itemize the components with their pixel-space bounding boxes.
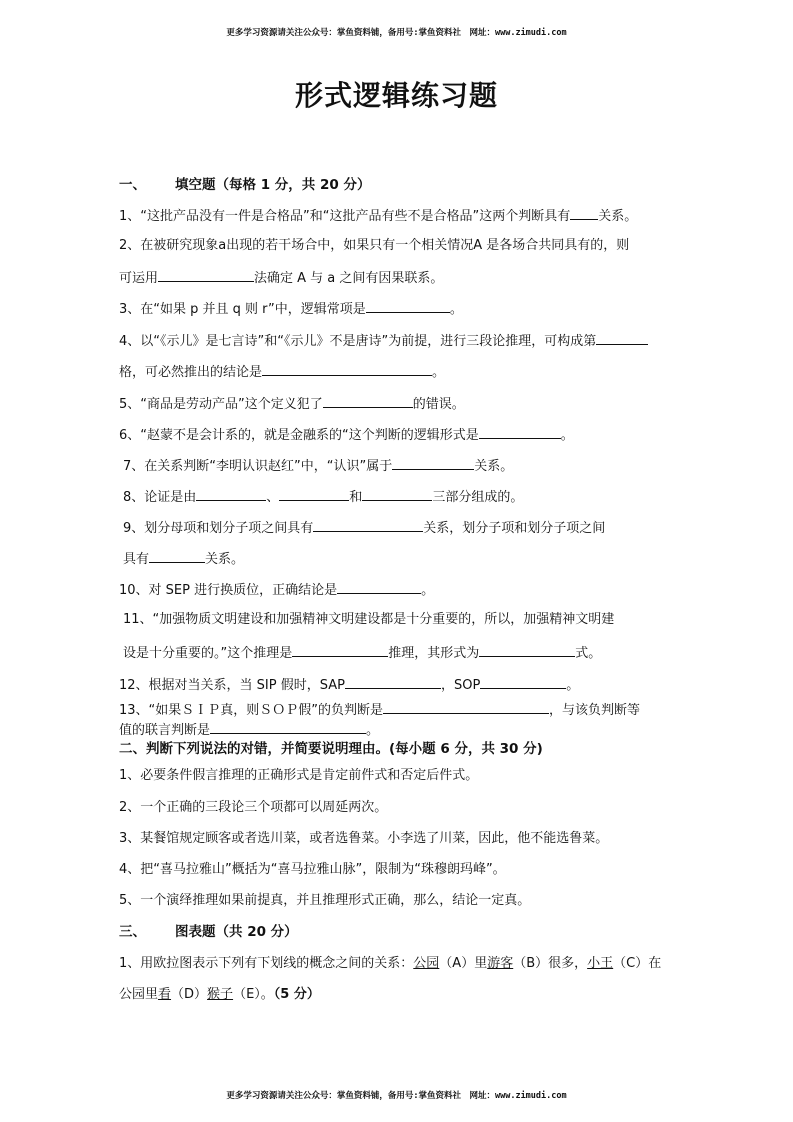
question-text: 1、“这批产品没有一件是合格品”和“这批产品有些不是合格品”这两个判断具有 xyxy=(119,209,571,224)
answer-blank xyxy=(362,488,432,501)
section-1-title: 填空题（每格 1 分，共 20 分） xyxy=(175,177,371,193)
question-9-line-2 xyxy=(123,550,244,568)
answer-blank xyxy=(196,488,266,501)
question-text: 4、以“《示儿》是七言诗”和“《示儿》不是唐诗”为前提，进行三段论推理，可构成第 xyxy=(119,334,597,349)
answer-blank xyxy=(479,644,575,657)
question-text: 4、把“喜马拉雅山”概括为“喜马拉雅山脉”，限制为“珠穆朗玛峰”。 xyxy=(119,862,506,877)
question-13-line-2 xyxy=(119,721,379,739)
question-text: （B）很多， xyxy=(513,956,588,971)
question-text: 关系。 xyxy=(205,552,245,567)
question-text: 关系。 xyxy=(474,459,514,474)
question-text: 13、“如果ＳＩＰ真，则ＳＯＰ假”的负判断是 xyxy=(119,703,384,718)
question-text: 。 xyxy=(432,365,446,380)
answer-blank xyxy=(366,300,450,313)
underlined-concept: 游客 xyxy=(487,956,514,971)
answer-blank xyxy=(383,701,549,714)
question-text: 值的联言判断是 xyxy=(119,723,211,738)
answer-blank xyxy=(392,457,474,470)
question-1 xyxy=(119,207,637,225)
question-11-line-2 xyxy=(123,644,601,662)
question-text: 6、“赵蒙不是会计系的，就是金融系的“这个判断的逻辑形式是 xyxy=(119,428,479,443)
question-text: 2、在被研究现象a出现的若干场合中，如果只有一个相关情况A 是各场合共同具有的，则 xyxy=(119,238,630,253)
chart-question-1-line-2 xyxy=(119,987,320,1003)
question-2-line-1 xyxy=(119,238,629,254)
question-4-line-1 xyxy=(119,332,648,350)
question-text: 10、对 SEP 进行换质位，正确结论是 xyxy=(119,583,338,598)
question-text: 具有 xyxy=(123,552,150,567)
answer-blank xyxy=(210,721,366,734)
section-2-title: 二、判断下列说法的对错，并简要说明理由。(每小题 6 分，共 30 分) xyxy=(119,741,543,757)
question-text: 1、必要条件假言推理的正确形式是肯定前件式和否定后件式。 xyxy=(119,768,479,783)
question-9-line-1 xyxy=(123,519,605,537)
question-8 xyxy=(123,488,523,506)
question-text: 2、一个正确的三段论三个项都可以周延两次。 xyxy=(119,800,388,815)
question-text: 5、“商品是劳动产品”这个定义犯了 xyxy=(119,397,323,412)
question-text: 。 xyxy=(560,428,574,443)
underlined-concept: 小王 xyxy=(587,956,614,971)
question-12 xyxy=(119,676,579,694)
judgement-1 xyxy=(119,768,478,784)
question-text: 格，可必然推出的结论是 xyxy=(119,365,263,380)
section-1-heading xyxy=(119,177,370,193)
question-text: 关系。 xyxy=(598,209,638,224)
question-text: ，与该负判断等 xyxy=(549,703,641,718)
question-7 xyxy=(123,457,513,475)
question-text: 式。 xyxy=(575,646,602,661)
page-footer: 更多学习资源请关注公众号：掌鱼资料铺，备用号:掌鱼资料社 网址：www.zimudi.com xyxy=(226,1091,567,1101)
answer-blank xyxy=(596,332,648,345)
question-text: 3、某餐馆规定顾客或者选川菜，或者选鲁菜。小李选了川菜，因此，他不能选鲁菜。 xyxy=(119,831,609,846)
question-text: （C）在 xyxy=(613,956,662,971)
question-text: 。 xyxy=(566,678,580,693)
answer-blank xyxy=(292,644,388,657)
section-3-title: 图表题（共 20 分） xyxy=(175,924,298,940)
question-text: （A）里 xyxy=(439,956,488,971)
question-10 xyxy=(119,581,434,599)
question-11-line-1 xyxy=(123,612,614,628)
answer-blank xyxy=(323,395,413,408)
question-text: 1、用欧拉图表示下列有下划线的概念之间的关系： xyxy=(119,956,414,971)
chart-question-1-line-1 xyxy=(119,956,661,972)
section-3-number: 三、 xyxy=(119,924,146,940)
answer-blank xyxy=(262,363,432,376)
question-text: 三部分组成的。 xyxy=(432,490,524,505)
section-1-number: 一、 xyxy=(119,177,146,193)
question-text: 11、“加强物质文明建设和加强精神文明建设都是十分重要的，所以，加强精神文明建 xyxy=(123,612,615,627)
answer-blank xyxy=(479,426,561,439)
question-text: 。 xyxy=(421,583,435,598)
answer-blank xyxy=(158,269,254,282)
question-text: 。 xyxy=(449,302,463,317)
question-2-line-2 xyxy=(119,269,443,287)
answer-blank xyxy=(570,207,598,220)
question-text: 和 xyxy=(349,490,363,505)
question-text: 。 xyxy=(366,723,380,738)
question-text: （E）。 xyxy=(233,987,274,1002)
question-text: 12、根据对当关系，当 SIP 假时，SAP xyxy=(119,678,345,693)
question-text: 3、在“如果 p 并且 q 则 r”中，逻辑常项是 xyxy=(119,302,366,317)
judgement-4 xyxy=(119,862,506,878)
question-text: 9、划分母项和划分子项之间具有 xyxy=(123,521,314,536)
question-text: ，SOP xyxy=(440,678,481,693)
section-2-heading xyxy=(119,741,543,757)
answer-blank xyxy=(279,488,349,501)
page-title: 形式逻辑练习题 xyxy=(294,79,498,112)
question-text: 的错误。 xyxy=(412,397,465,412)
judgement-3 xyxy=(119,831,608,847)
question-13-line-1 xyxy=(119,701,640,719)
underlined-concept: 看 xyxy=(158,987,172,1002)
underlined-concept: 公园 xyxy=(413,956,440,971)
answer-blank xyxy=(337,581,421,594)
question-text: 设是十分重要的。”这个推理是 xyxy=(123,646,293,661)
question-text: 7、在关系判断“李明认识赵红”中，“认识”属于 xyxy=(123,459,393,474)
answer-blank xyxy=(480,676,566,689)
answer-blank xyxy=(345,676,441,689)
question-text: 8、论证是由 xyxy=(123,490,197,505)
answer-blank xyxy=(313,519,423,532)
question-4-line-2 xyxy=(119,363,445,381)
underlined-concept: 猴子 xyxy=(207,987,234,1002)
question-text: 、 xyxy=(266,490,280,505)
question-text: （D） xyxy=(171,987,208,1002)
question-text: 关系，划分子项和划分子项之间 xyxy=(423,521,606,536)
question-text: 5、一个演绎推理如果前提真，并且推理形式正确，那么，结论一定真。 xyxy=(119,893,531,908)
answer-blank xyxy=(149,550,205,563)
question-6 xyxy=(119,426,574,444)
question-text: 可运用 xyxy=(119,271,159,286)
judgement-2 xyxy=(119,800,387,816)
question-text: 法确定 A 与 a 之间有因果联系。 xyxy=(254,271,444,286)
question-text: 公园里 xyxy=(119,987,159,1002)
score-note: （5 分） xyxy=(273,987,320,1002)
section-3-heading xyxy=(119,924,298,940)
question-text: 推理，其形式为 xyxy=(388,646,480,661)
question-5 xyxy=(119,395,465,413)
question-3 xyxy=(119,300,463,318)
judgement-5 xyxy=(119,893,530,909)
page-header: 更多学习资源请关注公众号：掌鱼资料铺，备用号:掌鱼资料社 网址：www.zimudi.com xyxy=(226,28,567,38)
